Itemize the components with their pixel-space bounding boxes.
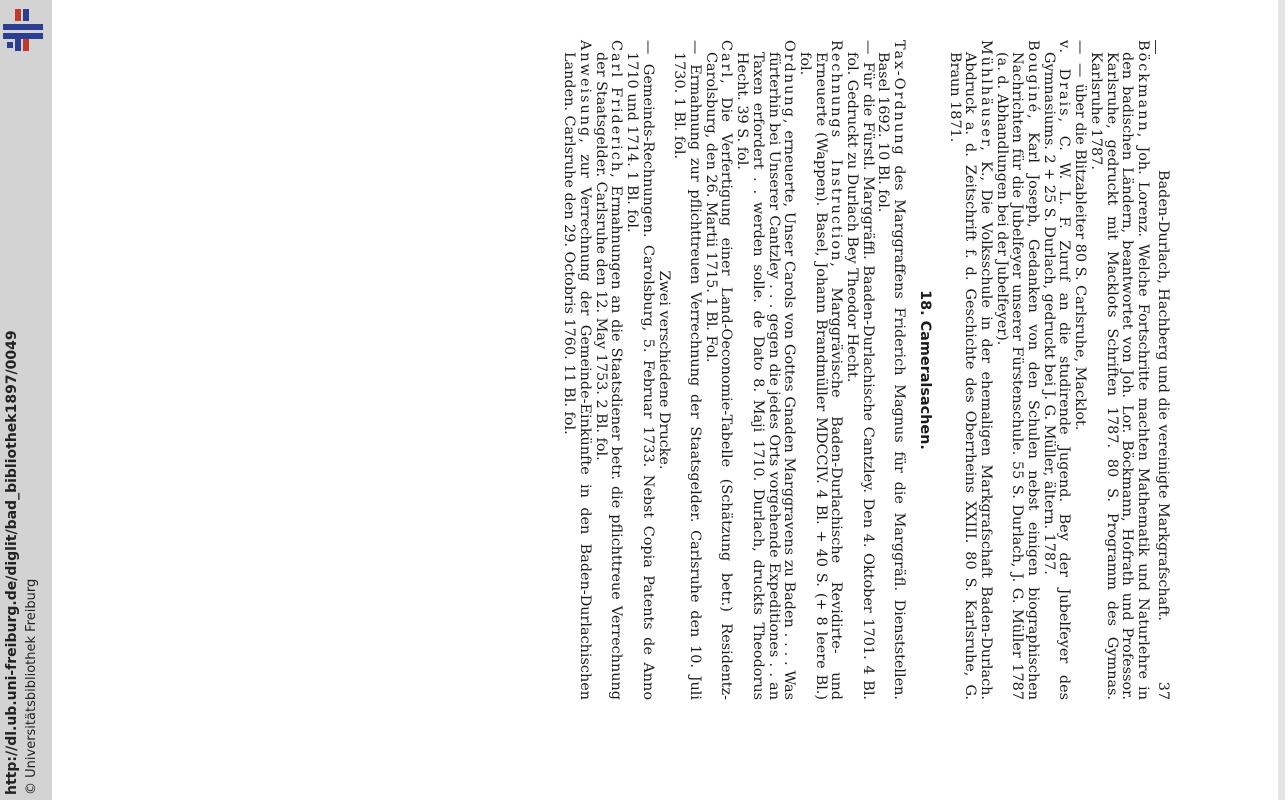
bibliography-entry xyxy=(1087,40,1150,700)
entry-text: Gemeinds-Rechnungen. Carolsburg, 5. Februar 1733. Nebst Copia Patents de Anno 1710 und 1714. 1 Bl. fol. xyxy=(624,52,656,700)
entry-lead: Carl, xyxy=(718,40,735,86)
entry-text: K., Die Volksschule in der ehemaligen Markgrafschaft Baden-Durlach. Abdruck a. d. Zeitschrift f. d. Geschichte des Oberrheins XXIII. 80 S. Karlsruhe, G. Braun 1871. xyxy=(946,52,994,700)
entry-lead: Böckmann, xyxy=(1135,40,1151,140)
entry-lead: — — xyxy=(1072,40,1089,80)
copyright-notice: © Universitätsbibliothek Freiburg xyxy=(24,578,39,795)
viewer-sidebar xyxy=(0,0,52,800)
bibliography-entry xyxy=(796,40,843,700)
bibliography-entry xyxy=(702,40,733,700)
entry-lead: Bouginé, xyxy=(1025,40,1042,121)
entry-lead: — xyxy=(639,40,656,57)
entry-lead: Carl Friderich, xyxy=(608,40,625,180)
entry-text: Ermahnung zur pflichttreuen Verrechnung der Staatsgelder. Carlsruhe den 10. Juli 1730. 1 Bl. fol. xyxy=(671,52,704,700)
entry-lead: — xyxy=(687,40,704,57)
section-heading: 18. Cameralsachen. xyxy=(916,290,933,450)
bibliography-entry xyxy=(671,40,702,700)
bibliography-entry xyxy=(561,40,592,700)
running-header xyxy=(1150,40,1170,700)
sidebar-caption xyxy=(2,330,42,795)
bibliography-entry xyxy=(733,40,796,700)
entries-group-top xyxy=(946,40,1150,700)
entry-text: des Marggraffens Friderich Magnus für die Marggräfl. Dienststellen. Basel 1692. 10 Bl. fol. xyxy=(875,52,908,700)
entry-lead: Mühlhäuser, xyxy=(977,40,994,153)
entries-group-cameral xyxy=(671,40,907,700)
entries-group-last xyxy=(561,40,655,700)
entry-text: zur Verrechnung der Gemeinde-Einkünfte in den Baden-Durlachischen Landen. Carlsruhe den 29. Octobris 1760. 11 Bl. fol. xyxy=(561,52,594,700)
entry-lead: Tax-Ordnung xyxy=(891,40,908,157)
bibliography-entry xyxy=(1071,40,1087,700)
bibliography-entry xyxy=(875,40,906,700)
entry-text: C. W. L. F. Zuruf an die studirende Jugend. Bey der Jubelfeyer des Gymnasiums. 2 + 25 S. Durlach, gedruckt bei J. G. Müller, ältern. 1787. xyxy=(1040,52,1073,700)
entry-text: Karl Joseph, Gedanken von den Schulen nebst einigen biographischen Nachrichten für die Jubelfeyer unserer Fürstenschule. 55 S. Durlach, J. G. Müller 1787 (a. d. Abhandlungen bei der Jubelfeyer). xyxy=(993,52,1042,700)
university-library-freiburg-logo-icon[interactable] xyxy=(2,8,44,52)
sub-heading: Zwei verschiedene Drucke. xyxy=(655,270,672,470)
bibliography-entry xyxy=(592,40,623,700)
bibliography-entry xyxy=(993,40,1040,700)
entry-text: Marggrävische Baden-Durlachische Revidirte- und Erneuerte (Wappen). Basel, Johann Brandmüller MDCCIV. 4 Bl. + 40 S. (+ 8 leere Bl.) fol. xyxy=(796,52,845,700)
entry-text: Die Verfertigung einer Land-Oeconomie-Tabelle (Schätzung betr.) Residentz-Carolsburg, den 26. Martii 1715. 1 Bl. Fol. xyxy=(702,52,735,700)
header-rule xyxy=(1155,40,1156,54)
entry-lead: — xyxy=(859,40,876,57)
entry-text: Für die Fürstl. Marggräffl. Baaden-Durlachische Cantzley. Den 4. Oktober 1701. 4 Bl. fol. Gedruckt zu Durlach Bey Theodor Hecht. xyxy=(844,52,876,700)
bibliography-entry xyxy=(1040,40,1071,700)
entry-text: über die Blitzableiter 80 S. Carlsruhe, Macklot. xyxy=(1072,79,1089,431)
entry-lead: Ordnung, xyxy=(781,40,798,126)
entry-lead: Anweisung, xyxy=(577,40,594,145)
entry-lead: v. Drais, xyxy=(1056,40,1073,125)
bibliography-entry xyxy=(946,40,993,700)
bibliography-entry xyxy=(624,40,655,700)
page-edge-strip xyxy=(1278,0,1285,800)
entry-text: erneuerte, Unser Carols von Gottes Gnaden Marggravens zu Baden . . . . Was fürterhin bei Unserer Cantzley . . . gegen die jedes Orts vorgehende Expeditiones . . an Taxen erfordert . . werden solle. de Dato 8. Maji 1710. Durlach, druckts Theodorus Hecht. 39 S. fol. xyxy=(734,52,798,700)
page-number: 37 xyxy=(1155,681,1171,700)
entry-text: Joh. Lorenz. Welche Fortschritte machten Mathematik und Naturlehre in den badischen Ländern, beantwortet von Joh. Lor. Böckmann, Hofrath und Professor. Karlsruhe, gedruckt mit Macklots Schriften 1787. 80 S. Programm des Gymnas. Karlsruhe 1787. xyxy=(1087,52,1151,700)
entry-lead: Rechnungs Instruction, xyxy=(828,40,845,269)
running-header-title: Baden-Durlach, Hachberg und die vereinigte Markgrafschaft. xyxy=(1155,170,1171,621)
scanned-page xyxy=(561,40,1170,700)
entry-text: Ermahnungen an die Staatsdiener betr. die pflichttreue Verrechnung der Staatsgelder. Carlsruhe den 12. May 1753. 2 Bl. fol. xyxy=(592,52,625,700)
document-url[interactable]: http://dl.ub.uni-freiburg.de/diglit/bad_bibliothek1897/0049 xyxy=(4,330,20,795)
bibliography-entry xyxy=(843,40,874,700)
